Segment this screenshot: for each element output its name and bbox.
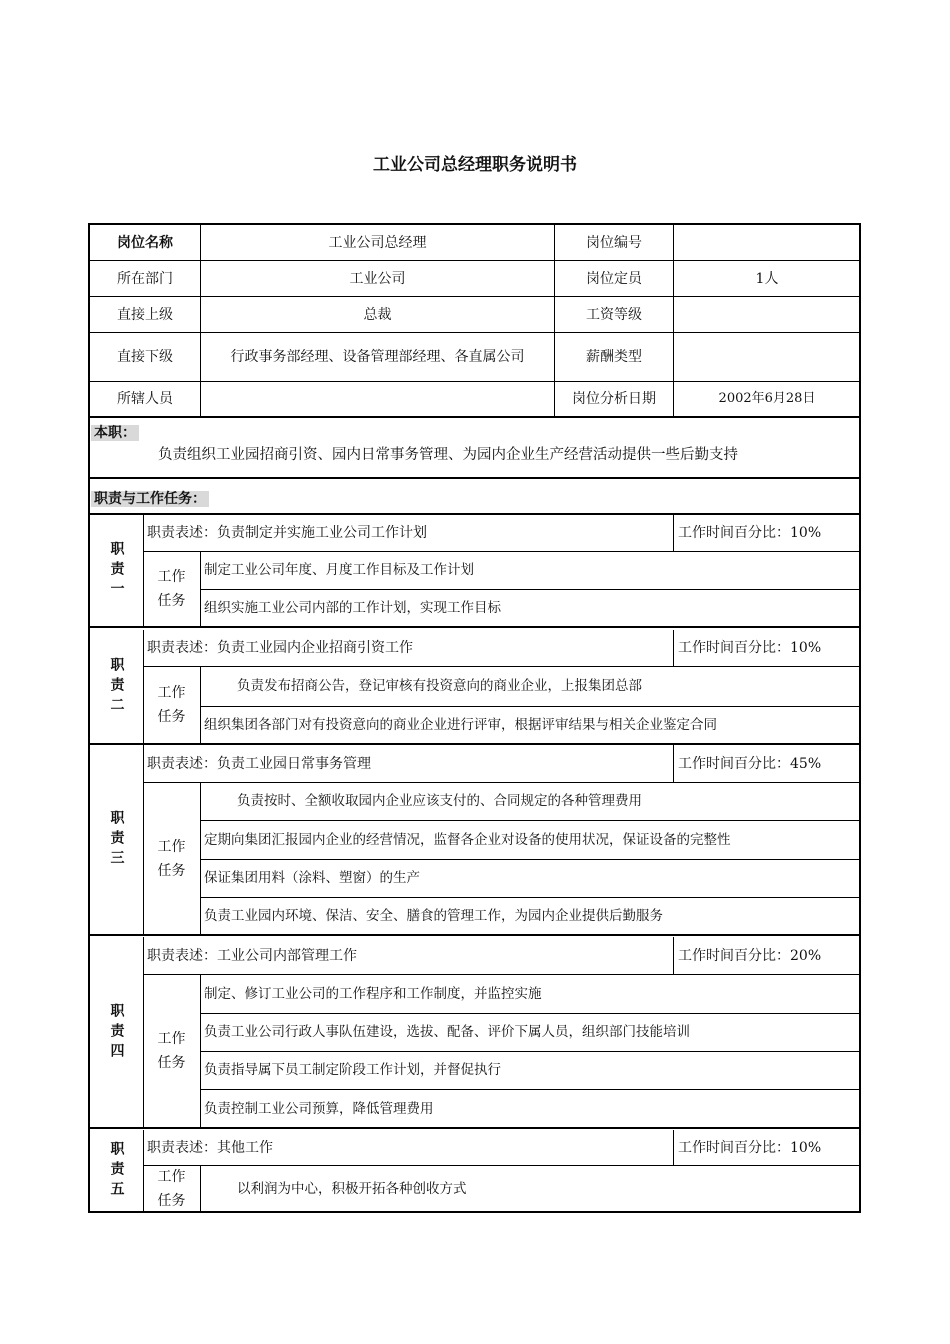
task-label-line-1: 工作: [157, 1168, 186, 1185]
duty-description: 职责表述：负责工业园内企业招商引资工作: [147, 640, 413, 656]
label-salary-grade: 工资等级: [586, 306, 642, 323]
duty-description: 职责表述：工业公司内部管理工作: [147, 947, 357, 964]
task-item: 负责发布招商公告，登记审核有投资意向的商业企业，上报集团总部: [237, 678, 642, 694]
task-item: 组织实施工业公司内部的工作计划，实现工作目标: [204, 600, 501, 616]
label-position-code: 岗位编号: [586, 234, 642, 251]
value-subordinates: 行政事务部经理、设备管理部经理、各直属公司: [230, 349, 525, 365]
value-supervisor: 总裁: [363, 306, 392, 323]
duty-description: 职责表述：其他工作: [147, 1139, 273, 1156]
task-item: 负责控制工业公司预算，降低管理费用: [204, 1100, 434, 1117]
task-label-line-1: 工作: [157, 685, 186, 701]
core-text: 负责组织工业园招商引资、园内日常事务管理、为园内企业生产经营活动提供一些后勤支持: [158, 447, 738, 463]
value-headcount: 1人: [755, 270, 779, 287]
duty-time-percentage: 工作时间百分比：45%: [678, 755, 822, 772]
duty-name: [90, 630, 143, 744]
task-label-line-2: 任务: [157, 862, 186, 879]
task-label: [143, 782, 200, 935]
task-label-line-1: 工作: [157, 1031, 186, 1047]
label-subordinates: 直接下级: [117, 349, 173, 365]
task-item: 负责工业公司行政人事队伍建设，选拔、配备、评价下属人员，组织部门技能培训: [204, 1024, 690, 1040]
label-department: 所在部门: [117, 270, 173, 287]
value-position-name: 工业公司总经理: [328, 234, 427, 251]
task-item: 负责指导属下员工制定阶段工作计划，并督促执行: [204, 1062, 501, 1078]
page-title: 工业公司总经理职务说明书: [373, 155, 577, 175]
duty-name-text: 职责一: [108, 541, 125, 601]
duty-name: [90, 515, 143, 627]
task-item: 制定工业公司年度、月度工作目标及工作计划: [204, 562, 474, 578]
duties-header: 职责与工作任务：: [91, 490, 209, 508]
duty-time-percentage: 工作时间百分比：10%: [678, 640, 822, 656]
task-item: 负责工业园内环境、保洁、安全、膳食的管理工作，为园内企业提供后勤服务: [204, 908, 663, 924]
label-pay-type: 薪酬类型: [586, 349, 642, 365]
task-label-line-2: 任务: [157, 1055, 186, 1071]
label-headcount: 岗位定员: [586, 270, 642, 287]
task-item: 定期向集团汇报园内企业的经营情况，监督各企业对设备的使用状况，保证设备的完整性: [204, 831, 731, 848]
task-label: [143, 551, 200, 627]
duty-time-percentage: 工作时间百分比：10%: [678, 1139, 822, 1156]
label-supervisor: 直接上级: [117, 306, 173, 323]
task-item: 保证集团用料（涂料、塑窗）的生产: [204, 870, 420, 886]
value-department: 工业公司: [349, 270, 406, 287]
task-label: [143, 666, 200, 744]
label-position-name: 岗位名称: [117, 234, 173, 251]
duty-name-text: 职责三: [108, 810, 125, 870]
duty-time-percentage: 工作时间百分比：20%: [678, 947, 822, 964]
task-item: 负责按时、全额收取园内企业应该支付的、合同规定的各种管理费用: [237, 793, 642, 809]
value-staff: [201, 382, 554, 416]
duty-time-percentage: 工作时间百分比：10%: [678, 525, 822, 541]
value-analysis-date: 2002年6月28日: [718, 391, 816, 406]
task-item: 以利润为中心，积极开拓各种创收方式: [237, 1180, 467, 1197]
duty-name-text: 职责二: [108, 657, 125, 717]
value-pay-type: [674, 333, 860, 381]
duty-name: [90, 745, 143, 935]
task-label-line-2: 任务: [157, 593, 186, 609]
duty-description: 职责表述：负责制定并实施工业公司工作计划: [147, 525, 427, 541]
label-staff: 所辖人员: [117, 391, 173, 407]
value-position-code: [674, 225, 860, 260]
task-label-line-1: 工作: [157, 569, 186, 585]
task-label-line-1: 工作: [157, 838, 186, 855]
task-label: [143, 1165, 200, 1212]
task-label-line-2: 任务: [157, 709, 186, 725]
task-label: [143, 974, 200, 1128]
duty-description: 职责表述：负责工业园日常事务管理: [147, 755, 371, 772]
task-item: 制定、修订工业公司的工作程序和工作制度，并监控实施: [204, 985, 542, 1002]
value-salary-grade: [674, 297, 860, 332]
duty-name-text: 职责四: [108, 1002, 125, 1063]
label-analysis-date: 岗位分析日期: [572, 391, 656, 407]
task-item: 组织集团各部门对有投资意向的商业企业进行评审，根据评审结果与相关企业鉴定合同: [204, 717, 717, 733]
duty-name: [90, 1130, 143, 1212]
core-label: 本职：: [91, 424, 139, 442]
task-label-line-2: 任务: [157, 1192, 186, 1209]
duty-name: [90, 937, 143, 1128]
duty-name-text: 职责五: [108, 1141, 125, 1201]
